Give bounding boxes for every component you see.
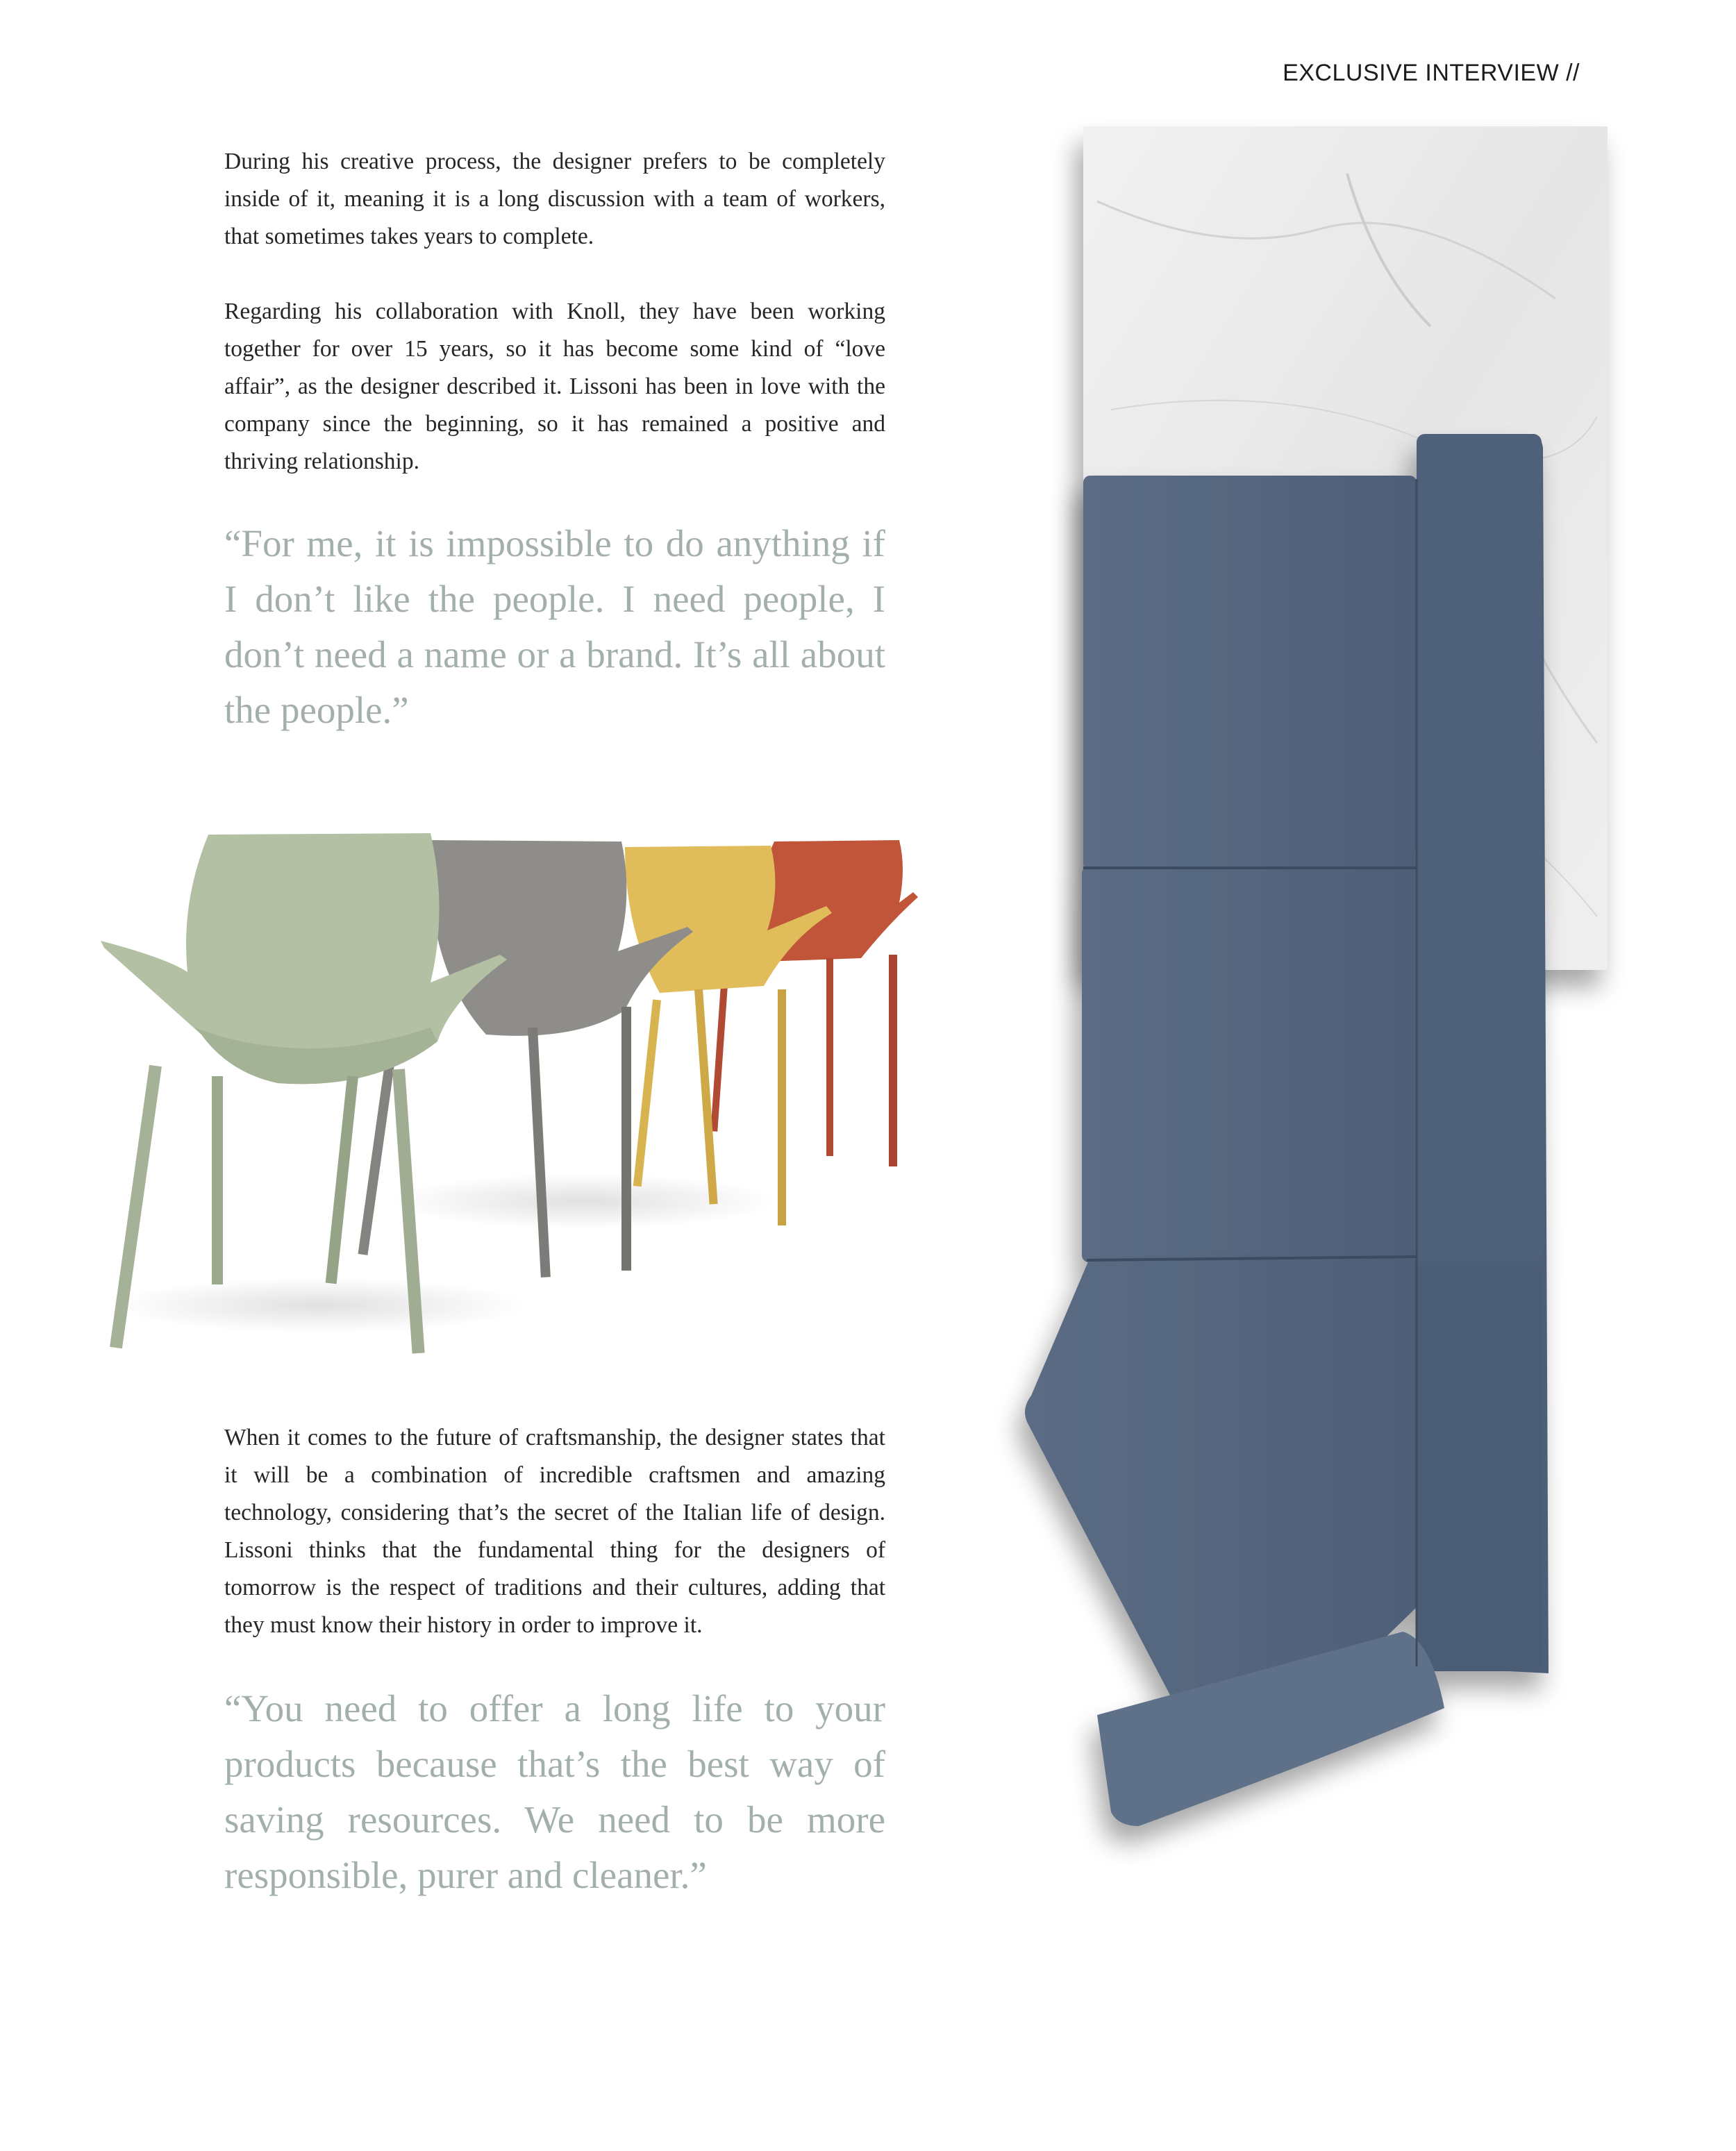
section-label: EXCLUSIVE INTERVIEW //: [1283, 60, 1580, 86]
paragraph-creative-process: During his creative process, the designer prefers to be completely inside of it, meaning it is a long discussion with a team of workers, that sometimes takes years to complete.: [224, 149, 885, 249]
pull-quote-long-life: “You need to offer a long life to your products because that’s the best way of saving resources. We need to be more responsible, purer and cleaner.”: [224, 1687, 885, 1896]
paragraph-knoll-collaboration: Regarding his collaboration with Knoll, they have been working together for over 15 years, so it has become some kind of “love affair”, as the designer described it. Lissoni has been in love with the company since the beginning, so it has remained a positive and thriving relationship.: [224, 299, 885, 474]
chairs-photo: [97, 826, 958, 1354]
pull-quote-people: “For me, it is impossible to do anything if I don’t like the people. I need people, I don’t need a name or a brand. It’s all about the people.”: [224, 522, 885, 731]
paragraph-future-craftsmanship: When it comes to the future of craftsmanship, the designer states that it will be a combination of incredible craftsmen and amazing technology, considering that’s the secret of the Italian life of design. Lissoni thinks that the fundamental thing for the designers of tomorrow is the respect of traditions and their cultures, adding that they must know their history in order to improve it.: [224, 1425, 885, 1638]
modular-sofa: [1025, 434, 1549, 1826]
sofa-photo: [930, 118, 1625, 1909]
